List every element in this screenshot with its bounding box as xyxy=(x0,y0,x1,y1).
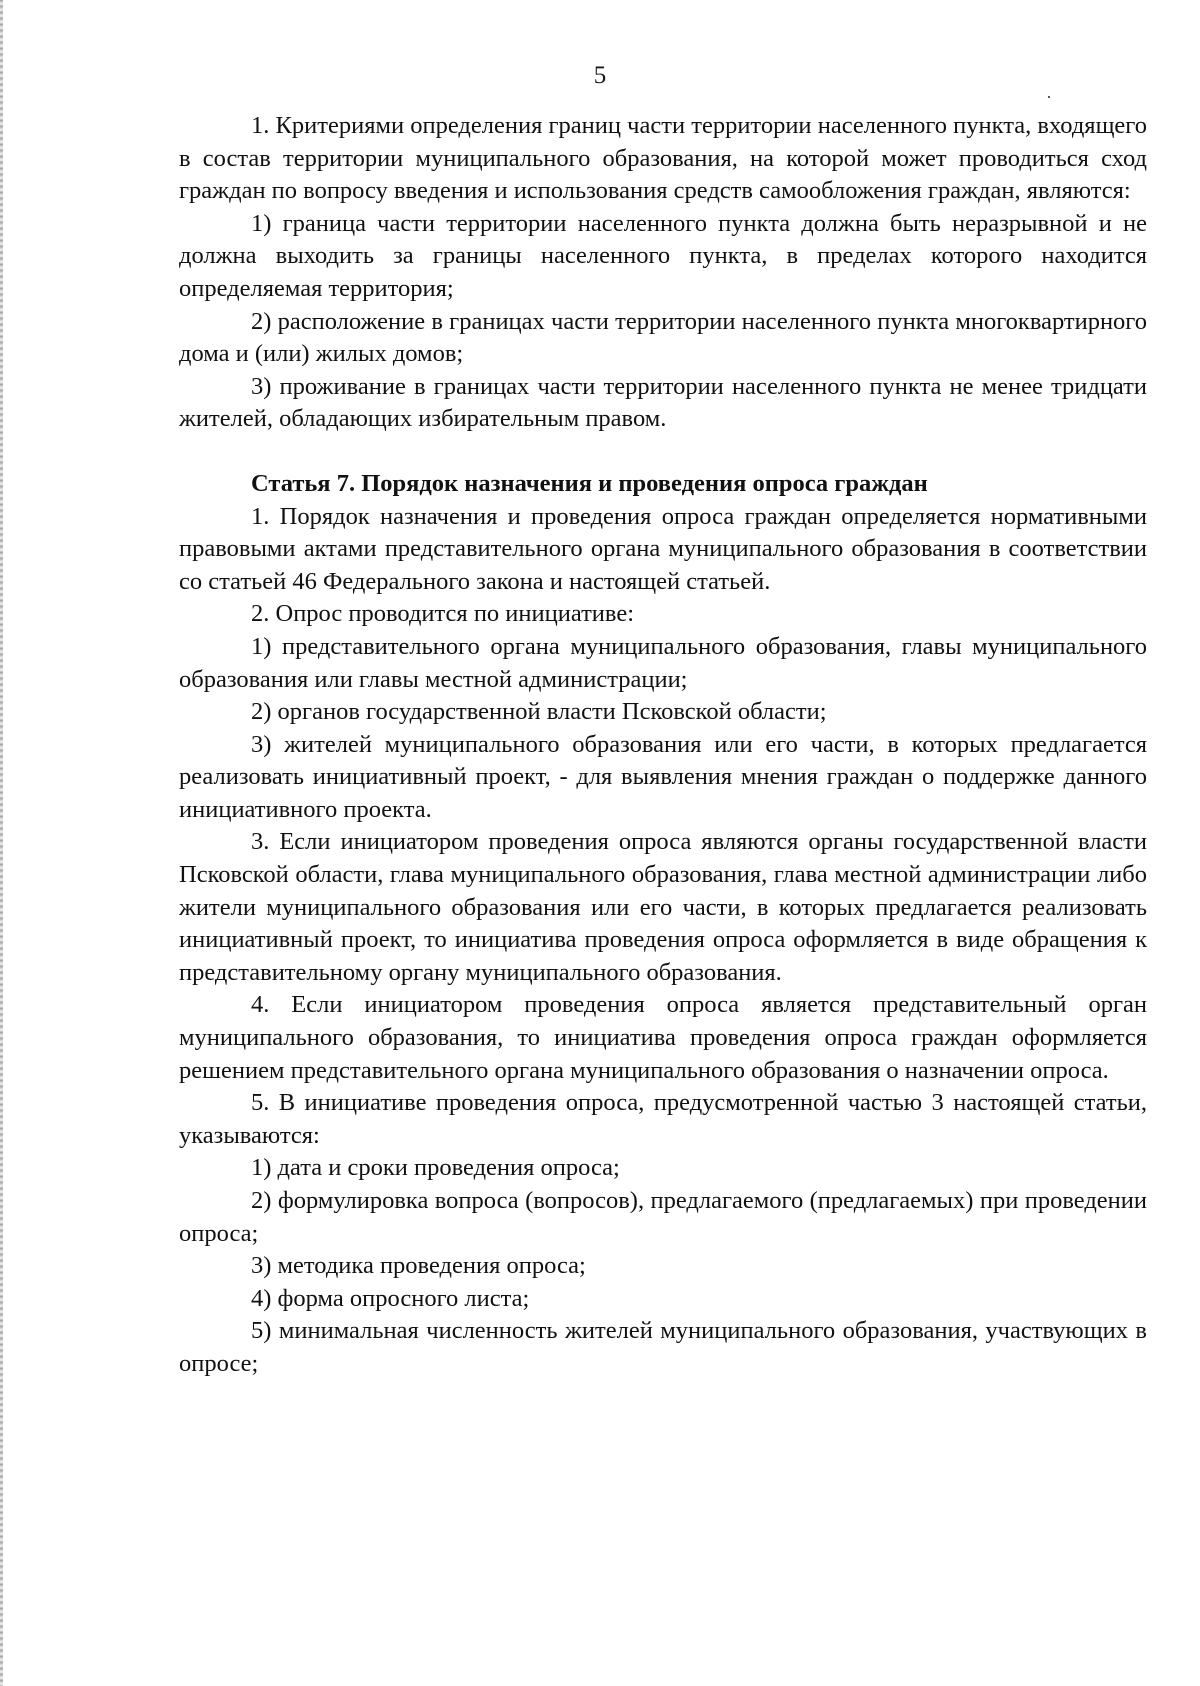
list-item: 3) проживание в границах части территории населенного пункта не менее тридцати жителей, обладающих избирательным правом. xyxy=(179,372,1147,433)
list-item: 4) форма опросного листа; xyxy=(251,1284,530,1312)
list-item: 2) органов государственной власти Псковской области; xyxy=(251,698,827,726)
document-body xyxy=(179,110,1147,1381)
article-heading: Статья 7. Порядок назначения и проведения опроса граждан xyxy=(251,469,928,497)
page-number: 5 xyxy=(593,62,607,89)
list-item: 2) расположение в границах части территории населенного пункта многоквартирного дома и (или) жилых домов; xyxy=(179,307,1147,368)
section-gap xyxy=(179,436,1147,468)
paragraph: 5. В инициативе проведения опроса, предусмотренной частью 3 настоящей статьи, указываются: xyxy=(179,1089,1147,1149)
list-item: 1) представительного органа муниципального образования, главы муниципального образования или главы местной администрации; xyxy=(179,632,1147,693)
list-item: 3) жителей муниципального образования или его части, в которых предлагается реализовать инициативный проект, - для выявления мнения граждан о поддержке данного инициативного проекта. xyxy=(179,730,1147,823)
paragraph: 1. Порядок назначения и проведения опроса граждан определяется нормативными правовыми актами представительного органа муниципального образования в соответствии со статьей 46 Федерального закона и настоящей статьей. xyxy=(179,502,1147,595)
scan-edge xyxy=(0,0,3,1686)
list-item: 1) дата и сроки проведения опроса; xyxy=(251,1154,620,1182)
paragraph: 4. Если инициатором проведения опроса является представительный орган муниципального образования, то инициатива проведения опроса граждан оформляется решением представительного органа муниципального образования о назначении опроса. xyxy=(179,991,1147,1084)
paragraph: 2. Опрос проводится по инициативе: xyxy=(251,600,635,628)
paragraph: 3. Если инициатором проведения опроса являются органы государственной власти Псковской области, глава муниципального образования, глава местной администрации либо жители муниципального образования или его части, в которых предлагается реализовать инициативный проект, то инициатива проведения опроса оформляется в виде обращения к представительному органу муниципального образования. xyxy=(179,828,1147,986)
scan-speck xyxy=(1048,96,1050,98)
list-item: 3) методика проведения опроса; xyxy=(251,1252,586,1280)
paragraph-criteria: 1. Критериями определения границ части территории населенного пункта, входящего в состав территории муниципального образования, на которой может проводиться сход граждан по вопросу введения и использования средств самообложения граждан, являются: xyxy=(179,112,1147,205)
list-item: 5) минимальная численность жителей муниципального образования, участвующих в опросе; xyxy=(179,1317,1147,1377)
list-item: 1) граница части территории населенного пункта должна быть неразрывной и не должна выходить за границы населенного пункта, в пределах которого находится определяемая территория; xyxy=(179,209,1147,302)
list-item: 2) формулировка вопроса (вопросов), предлагаемого (предлагаемых) при проведении опроса; xyxy=(179,1187,1147,1247)
